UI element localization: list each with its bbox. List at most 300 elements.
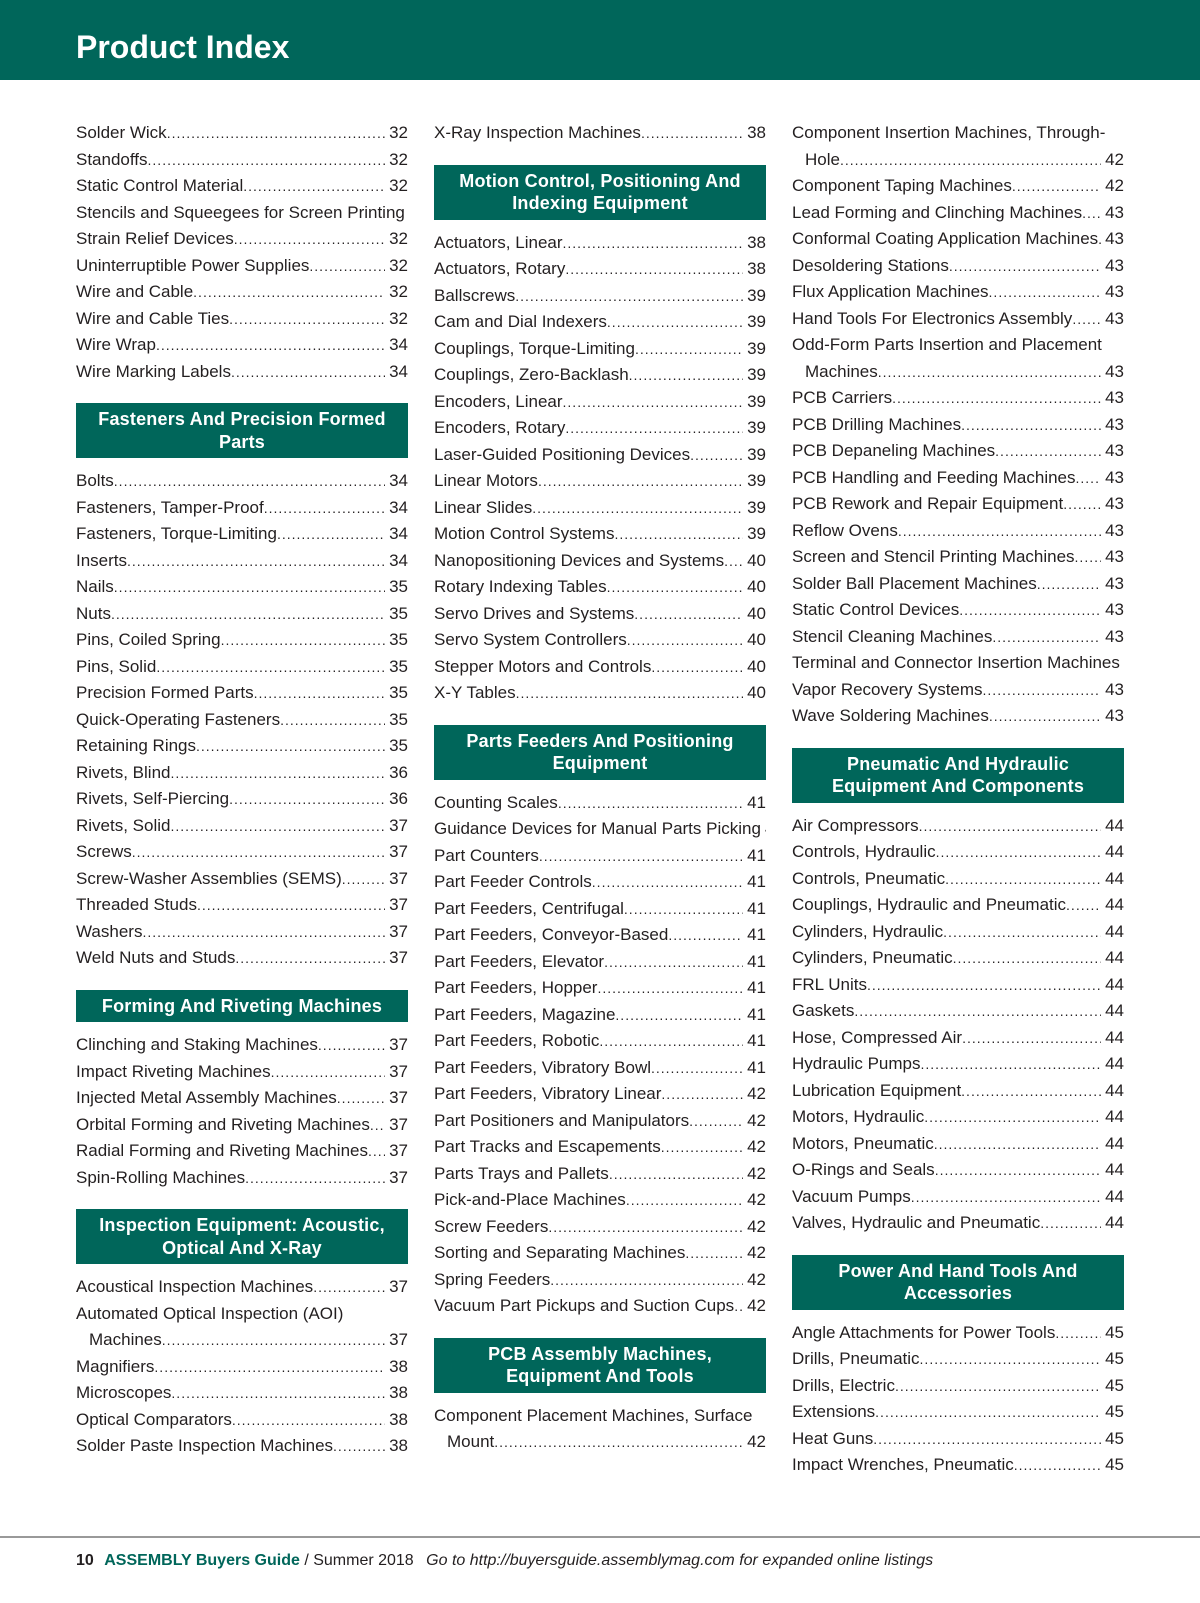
- index-entry: [792, 1184, 1124, 1211]
- leader-dots: [875, 1399, 1101, 1426]
- entry-page-number: 38: [389, 1356, 408, 1376]
- index-entry: [76, 1059, 408, 1086]
- entry-page-number: 39: [747, 524, 766, 543]
- leader-dots: [337, 1085, 385, 1112]
- entry-page-number: 41: [747, 898, 766, 918]
- index-entry: [792, 650, 1124, 677]
- leader-dots: [614, 521, 743, 548]
- entry-label: Rivets, Solid: [76, 815, 171, 835]
- index-entry: [76, 733, 408, 760]
- entry-label: FRL Units: [792, 974, 867, 994]
- entry-label-continued: Hole: [805, 149, 840, 169]
- leader-dots: [624, 896, 743, 923]
- leader-dots: [609, 1161, 743, 1188]
- index-entry-continuation: [76, 1327, 408, 1354]
- entry-label: Fasteners, Torque-Limiting: [76, 524, 277, 543]
- index-entry: [792, 972, 1124, 999]
- entry-page-number: 37: [389, 842, 408, 861]
- leader-dots: [919, 813, 1101, 840]
- entry-page-number: [405, 200, 408, 227]
- leader-dots: [597, 975, 743, 1002]
- index-entry: [434, 1081, 766, 1108]
- entry-label: Pick-and-Place Machines: [434, 1190, 626, 1209]
- entry-page-number: 42: [1105, 149, 1124, 169]
- entry-label: Encoders, Linear: [434, 391, 563, 411]
- entry-page-number: 43: [1105, 308, 1124, 328]
- entry-page-number: 37: [389, 1141, 408, 1160]
- leader-dots: [651, 654, 743, 681]
- leader-dots: [961, 1078, 1101, 1105]
- entry-label: Encoders, Rotary: [434, 418, 566, 437]
- leader-dots: [114, 574, 385, 601]
- entry-label: Counting Scales: [434, 792, 558, 812]
- entry-label: Conformal Coating Application Machines: [792, 229, 1099, 248]
- entry-label: Vacuum Part Pickups and Suction Cups: [434, 1296, 735, 1315]
- entry-page-number: 40: [747, 603, 766, 623]
- index-entry: [76, 521, 408, 548]
- entry-page-number: 44: [1105, 1080, 1124, 1100]
- entry-page-number: 32: [389, 149, 408, 169]
- index-entry: [792, 571, 1124, 598]
- entry-page-number: 39: [747, 285, 766, 305]
- index-entry: [76, 1032, 408, 1059]
- leader-dots: [1076, 465, 1102, 492]
- index-entry: [76, 495, 408, 522]
- entry-page-number: 45: [1105, 1349, 1124, 1368]
- leader-dots: [989, 703, 1101, 730]
- entry-page-number: 32: [389, 308, 408, 328]
- index-entry: [792, 412, 1124, 439]
- entry-label: Orbital Forming and Riveting Machines: [76, 1114, 370, 1134]
- entry-page-number: 35: [389, 577, 408, 596]
- index-entry: [76, 1433, 408, 1460]
- leader-dots: [156, 332, 385, 359]
- entry-page-number: 41: [747, 1004, 766, 1024]
- section-heading: Power And Hand Tools And Accessories: [792, 1255, 1124, 1310]
- leader-dots: [1055, 1320, 1101, 1347]
- entry-label: Linear Slides: [434, 497, 533, 517]
- index-entry: [76, 919, 408, 946]
- leader-dots: [309, 253, 385, 280]
- leader-dots: [235, 945, 385, 972]
- entry-page-number: 36: [389, 762, 408, 782]
- index-entry: [792, 892, 1124, 919]
- entry-label: Part Feeders, Hopper: [434, 978, 598, 997]
- leader-dots: [532, 495, 743, 522]
- leader-dots: [245, 1165, 385, 1192]
- index-entry: [792, 226, 1124, 253]
- index-entry: [76, 1301, 408, 1328]
- entry-label: Servo System Controllers: [434, 630, 627, 649]
- leader-dots: [878, 359, 1101, 386]
- entry-label: Lubrication Equipment: [792, 1080, 962, 1100]
- index-entry: [792, 1051, 1124, 1078]
- index-entry: [792, 253, 1124, 280]
- index-entry: [792, 1320, 1124, 1347]
- entry-page-number: 37: [389, 1277, 408, 1296]
- entry-label: Part Tracks and Escapements: [434, 1137, 661, 1156]
- index-entry: [792, 597, 1124, 624]
- leader-dots: [867, 972, 1101, 999]
- entry-page-number: 43: [1105, 467, 1124, 487]
- entry-page-number: 40: [747, 683, 766, 702]
- index-entry: [76, 839, 408, 866]
- entry-page-number: 44: [1105, 1186, 1124, 1206]
- entry-label: Threaded Studs: [76, 895, 197, 914]
- index-entry: [434, 790, 766, 817]
- leader-dots: [661, 1134, 743, 1161]
- index-entry: [792, 491, 1124, 518]
- index-entry: [792, 624, 1124, 651]
- entry-label: O-Rings and Seals: [792, 1160, 935, 1179]
- entry-label: Wire Marking Labels: [76, 361, 231, 381]
- footer-page-number: 10: [76, 1552, 94, 1569]
- leader-dots: [599, 1028, 743, 1055]
- index-entry: [792, 438, 1124, 465]
- index-entry: [76, 1354, 408, 1381]
- leader-dots: [132, 839, 385, 866]
- index-entry: [434, 256, 766, 283]
- section-heading: Motion Control, Positioning And Indexing Equipment: [434, 165, 766, 220]
- entry-page-number: 42: [747, 1432, 766, 1451]
- leader-dots: [607, 574, 743, 601]
- index-entry: [76, 279, 408, 306]
- entry-label: Reflow Ovens: [792, 520, 898, 540]
- footer-brand: ASSEMBLY Buyers Guide: [104, 1552, 300, 1569]
- entry-label: Guidance Devices for Manual Parts Picking: [434, 819, 761, 838]
- entry-page-number: 41: [747, 951, 766, 971]
- leader-dots: [1063, 491, 1101, 518]
- entry-page-number: 42: [747, 1243, 766, 1262]
- entry-label: Actuators, Linear: [434, 232, 563, 252]
- entry-label: Sorting and Separating Machines: [434, 1243, 686, 1262]
- entry-page-number: 35: [389, 630, 408, 649]
- leader-dots: [280, 707, 385, 734]
- entry-page-number: 32: [389, 123, 408, 142]
- entry-page-number: 43: [1105, 229, 1124, 248]
- entry-label: Actuators, Rotary: [434, 259, 566, 278]
- entry-page-number: 45: [1105, 1428, 1124, 1448]
- leader-dots: [111, 601, 385, 628]
- entry-label: Strain Relief Devices: [76, 229, 234, 248]
- index-entry: [792, 200, 1124, 227]
- entry-label: Rivets, Blind: [76, 762, 171, 782]
- entry-page-number: 45: [1105, 1402, 1124, 1421]
- leader-dots: [170, 813, 385, 840]
- entry-page-number: 44: [1105, 1107, 1124, 1126]
- entry-label: Cylinders, Pneumatic: [792, 948, 953, 967]
- entry-page-number: 41: [747, 978, 766, 997]
- entry-label: Nails: [76, 577, 114, 596]
- index-entry: [434, 495, 766, 522]
- index-entry: [434, 922, 766, 949]
- entry-page-number: 37: [389, 1061, 408, 1081]
- footer-divider: [0, 1536, 1200, 1538]
- entry-page-number: 32: [389, 282, 408, 301]
- section-heading: PCB Assembly Machines, Equipment And Tools: [434, 1338, 766, 1393]
- index-entry: [76, 332, 408, 359]
- entry-page-number: 44: [1105, 868, 1124, 888]
- leader-dots: [154, 1354, 385, 1381]
- index-entry: [792, 1157, 1124, 1184]
- index-entry: [76, 1380, 408, 1407]
- entry-page-number: 42: [747, 1269, 766, 1289]
- entry-page-number: 32: [389, 229, 408, 248]
- leader-dots: [516, 680, 743, 707]
- entry-label: Drills, Electric: [792, 1375, 895, 1395]
- leader-dots: [333, 1433, 385, 1460]
- entry-label: Motors, Hydraulic: [792, 1107, 925, 1126]
- leader-dots: [1082, 200, 1101, 227]
- entry-page-number: 45: [1105, 1455, 1124, 1474]
- leader-dots: [989, 279, 1102, 306]
- index-entry: [434, 601, 766, 628]
- entry-label: Clinching and Staking Machines: [76, 1035, 318, 1054]
- entry-page-number: 44: [1105, 974, 1124, 994]
- leader-dots: [661, 1081, 743, 1108]
- index-entry: [76, 173, 408, 200]
- entry-page-number: 37: [389, 868, 408, 888]
- leader-dots: [627, 627, 743, 654]
- entry-page-number: 43: [1105, 520, 1124, 540]
- entry-page-number: 35: [389, 736, 408, 755]
- index-entry: [434, 1028, 766, 1055]
- leader-dots: [538, 468, 743, 495]
- leader-dots: [254, 680, 385, 707]
- entry-label: Radial Forming and Riveting Machines: [76, 1141, 368, 1160]
- entry-label: Static Control Material: [76, 176, 244, 195]
- index-entry: [76, 1407, 408, 1434]
- entry-page-number: 44: [1105, 895, 1124, 914]
- index-entry: [434, 1240, 766, 1267]
- entry-label: Hydraulic Pumps: [792, 1054, 921, 1073]
- entry-page-number: 39: [747, 497, 766, 517]
- entry-page-number: 43: [1105, 282, 1124, 301]
- entry-page-number: [1120, 650, 1124, 677]
- leader-dots: [231, 359, 385, 386]
- entry-label: PCB Drilling Machines: [792, 414, 962, 434]
- entry-label: Part Feeders, Vibratory Bowl: [434, 1057, 651, 1077]
- leader-dots: [962, 1025, 1101, 1052]
- leader-dots: [148, 147, 386, 174]
- entry-page-number: 43: [1105, 255, 1124, 275]
- entry-label: Part Counters: [434, 845, 539, 865]
- entry-label: Stencil Cleaning Machines: [792, 626, 993, 646]
- leader-dots: [548, 1214, 743, 1241]
- leader-dots: [840, 147, 1101, 174]
- entry-page-number: 42: [747, 1296, 766, 1315]
- index-entry: [792, 518, 1124, 545]
- entry-label: Valves, Hydraulic and Pneumatic: [792, 1213, 1041, 1232]
- index-entry: [434, 869, 766, 896]
- entry-page-number: 43: [1105, 600, 1124, 619]
- leader-dots: [668, 922, 743, 949]
- entry-label: Laser-Guided Positioning Devices: [434, 444, 691, 464]
- entry-label: Solder Paste Inspection Machines: [76, 1436, 334, 1455]
- index-entry: [76, 627, 408, 654]
- leader-dots: [934, 1131, 1101, 1158]
- entry-label: Automated Optical Inspection (AOI): [76, 1303, 344, 1323]
- index-entry: [76, 654, 408, 681]
- entry-page-number: 32: [389, 255, 408, 275]
- entry-label: Controls, Pneumatic: [792, 868, 946, 888]
- entry-label: PCB Depaneling Machines: [792, 441, 996, 460]
- entry-page-number: 44: [1105, 1001, 1124, 1020]
- entry-label: PCB Handling and Feeding Machines: [792, 467, 1076, 487]
- index-entry: [792, 385, 1124, 412]
- entry-label: Nuts: [76, 603, 111, 623]
- entry-page-number: 38: [747, 259, 766, 278]
- entry-label: Odd-Form Parts Insertion and Placement: [792, 335, 1102, 354]
- entry-page-number: 44: [1105, 948, 1124, 967]
- index-entry: [434, 896, 766, 923]
- entry-label: Quick-Operating Fasteners: [76, 709, 281, 729]
- leader-dots: [539, 843, 743, 870]
- index-entry-continuation: [792, 147, 1124, 174]
- leader-dots: [370, 1112, 385, 1139]
- entry-label-continued: Mount: [447, 1432, 495, 1451]
- entry-label: Vapor Recovery Systems: [792, 679, 983, 699]
- leader-dots: [641, 120, 743, 147]
- index-entry: [434, 1055, 766, 1082]
- entry-label: Pins, Solid: [76, 656, 157, 676]
- leader-dots: [342, 866, 385, 893]
- index-entry: [434, 627, 766, 654]
- entry-page-number: 43: [1105, 202, 1124, 222]
- entry-label: Flux Application Machines: [792, 282, 989, 301]
- entry-label: Injected Metal Assembly Machines: [76, 1088, 337, 1107]
- index-entry: [434, 1267, 766, 1294]
- entry-label: Solder Ball Placement Machines: [792, 573, 1037, 593]
- index-entry: [76, 760, 408, 787]
- entry-label: Screw-Washer Assemblies (SEMS): [76, 868, 342, 888]
- index-entry: [434, 521, 766, 548]
- leader-dots: [921, 1051, 1102, 1078]
- entry-label: Uninterruptible Power Supplies: [76, 255, 310, 275]
- entry-label: PCB Carriers: [792, 388, 893, 407]
- entry-label: Bolts: [76, 471, 114, 490]
- entry-label: Vacuum Pumps: [792, 1186, 911, 1206]
- leader-dots: [959, 597, 1101, 624]
- entry-label: Part Feeders, Elevator: [434, 951, 605, 971]
- index-entry: [76, 226, 408, 253]
- entry-label: Air Compressors: [792, 815, 919, 835]
- entry-label: Wire and Cable: [76, 282, 194, 301]
- leader-dots: [142, 919, 385, 946]
- entry-page-number: 34: [389, 524, 408, 543]
- entry-label: Nanopositioning Devices and Systems: [434, 550, 725, 570]
- leader-dots: [961, 412, 1101, 439]
- entry-label: Ballscrews: [434, 285, 516, 305]
- leader-dots: [127, 548, 385, 575]
- leader-dots: [690, 442, 743, 469]
- leader-dots: [629, 362, 743, 389]
- leader-dots: [1066, 892, 1101, 919]
- entry-page-number: 35: [389, 603, 408, 623]
- index-entry: [792, 279, 1124, 306]
- entry-label: Weld Nuts and Studs: [76, 948, 236, 967]
- entry-page-number: 42: [747, 1084, 766, 1103]
- entry-label: Microscopes: [76, 1383, 172, 1402]
- index-entry: [434, 442, 766, 469]
- entry-label: Standoffs: [76, 149, 148, 169]
- entry-label: Hand Tools For Electronics Assembly: [792, 308, 1073, 328]
- entry-label: Motion Control Systems: [434, 524, 615, 543]
- entry-page-number: 43: [1105, 388, 1124, 407]
- entry-label: Impact Wrenches, Pneumatic: [792, 1455, 1014, 1474]
- entry-page-number: 39: [747, 365, 766, 384]
- leader-dots: [920, 1346, 1102, 1373]
- entry-label: Wave Soldering Machines: [792, 706, 989, 725]
- entry-page-number: 40: [747, 577, 766, 596]
- index-entry: [76, 601, 408, 628]
- index-entry: [76, 147, 408, 174]
- entry-label: Precision Formed Parts: [76, 683, 254, 702]
- leader-dots: [156, 654, 385, 681]
- leader-dots: [983, 677, 1102, 704]
- section-heading: Parts Feeders And Positioning Equipment: [434, 725, 766, 780]
- leader-dots: [911, 1184, 1101, 1211]
- index-entry: [434, 120, 766, 147]
- entry-label: Extensions: [792, 1402, 876, 1421]
- index-entry: [76, 945, 408, 972]
- section-heading: Forming And Riveting Machines: [76, 990, 408, 1023]
- entry-label: Wire and Cable Ties: [76, 308, 230, 328]
- entry-label: Heat Guns: [792, 1428, 874, 1448]
- leader-dots: [1012, 173, 1101, 200]
- index-entry: [792, 1131, 1124, 1158]
- entry-page-number: 38: [389, 1409, 408, 1429]
- index-entry: [434, 468, 766, 495]
- leader-dots: [221, 627, 386, 654]
- index-entry: [434, 283, 766, 310]
- entry-page-number: 39: [747, 418, 766, 437]
- entry-page-number: 40: [747, 550, 766, 570]
- index-entry: [792, 332, 1124, 359]
- index-entry: [792, 866, 1124, 893]
- entry-label: Magnifiers: [76, 1356, 155, 1376]
- leader-dots: [892, 385, 1101, 412]
- entry-page-number: 44: [1105, 842, 1124, 861]
- entry-label: Spin-Rolling Machines: [76, 1167, 246, 1187]
- leader-dots: [724, 548, 743, 575]
- entry-page-number: 40: [747, 630, 766, 649]
- leader-dots: [634, 601, 743, 628]
- entry-page-number: 42: [747, 1137, 766, 1156]
- index-entry: [792, 813, 1124, 840]
- entry-page-number: 44: [1105, 815, 1124, 835]
- entry-page-number: 34: [389, 335, 408, 354]
- entry-label: Part Feeders, Robotic: [434, 1031, 600, 1050]
- index-entry: [792, 544, 1124, 571]
- entry-label: Part Feeders, Magazine: [434, 1004, 616, 1024]
- leader-dots: [277, 521, 385, 548]
- leader-dots: [565, 415, 743, 442]
- leader-dots: [162, 1327, 385, 1354]
- entry-label: Parts Trays and Pallets: [434, 1163, 609, 1183]
- entry-page-number: 43: [1105, 679, 1124, 699]
- index-entry: [76, 306, 408, 333]
- entry-page-number: 43: [1105, 706, 1124, 725]
- index-entry: [792, 998, 1124, 1025]
- entry-label: Part Feeder Controls: [434, 872, 592, 891]
- index-entry: [434, 389, 766, 416]
- leader-dots: [229, 786, 385, 813]
- index-entry: [76, 680, 408, 707]
- entry-page-number: 37: [389, 1330, 408, 1349]
- leader-dots: [197, 892, 385, 919]
- index-entry: [434, 548, 766, 575]
